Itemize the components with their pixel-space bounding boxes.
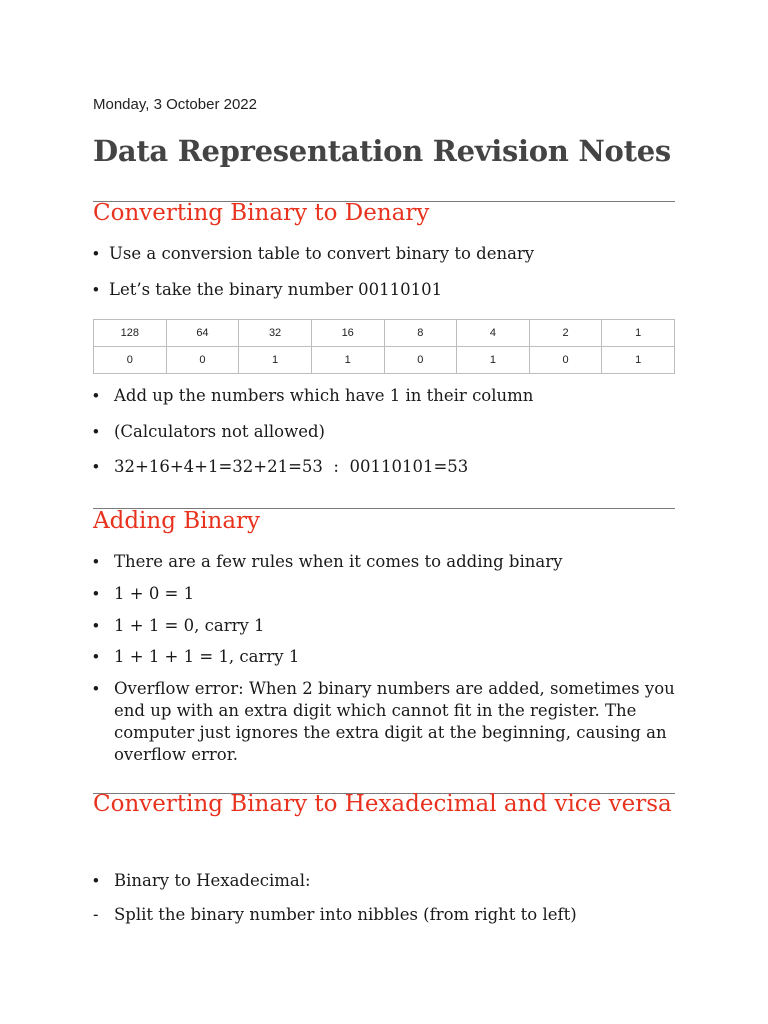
table-cell: 4 <box>457 320 530 347</box>
table-cell: 0 <box>94 347 167 374</box>
section-heading-adding-binary: Adding Binary <box>93 508 261 534</box>
list-item-overflow-error: • Overflow error: When 2 binary numbers are added, sometimes you end up with an extra digit which cannot fit in the register. The computer just ignores the extra digit at the beginning, causing an overflow error. <box>93 679 675 764</box>
dash-marker: - <box>93 906 99 924</box>
table-cell: 0 <box>529 347 602 374</box>
list-item: • 1 + 0 = 1 <box>93 584 195 603</box>
bullet-marker: • <box>93 458 99 476</box>
bullet-marker: • <box>93 245 99 263</box>
table-cell: 1 <box>311 347 384 374</box>
bullet-marker: • <box>93 680 99 698</box>
section-heading-binary-to-hex: Converting Binary to Hexadecimal and vice versa <box>93 791 672 817</box>
list-item: • 32+16+4+1=32+21=53 : 00110101=53 <box>93 457 469 476</box>
table-cell: 16 <box>311 320 384 347</box>
list-item: • 1 + 1 + 1 = 1, carry 1 <box>93 647 300 666</box>
bullet-marker: • <box>93 553 99 571</box>
table-cell: 32 <box>239 320 312 347</box>
table-cell: 64 <box>166 320 239 347</box>
list-item: • (Calculators not allowed) <box>93 422 325 441</box>
page-title: Data Representation Revision Notes <box>93 134 671 168</box>
table-cell: 0 <box>384 347 457 374</box>
table-cell: 8 <box>384 320 457 347</box>
table-cell: 128 <box>94 320 167 347</box>
list-item: • Add up the numbers which have 1 in their column <box>93 386 534 405</box>
bullet-marker: • <box>93 617 99 635</box>
list-item-dash: - Split the binary number into nibbles (from right to left) <box>93 905 577 924</box>
section-heading-binary-to-denary: Converting Binary to Denary <box>93 200 430 226</box>
table-row-place-values <box>94 320 675 347</box>
table-cell: 1 <box>602 347 675 374</box>
table-cell: 2 <box>529 320 602 347</box>
table-cell: 0 <box>166 347 239 374</box>
list-item: • Binary to Hexadecimal: <box>93 871 311 890</box>
binary-conversion-table <box>93 319 675 374</box>
table-cell: 1 <box>457 347 530 374</box>
list-item: • 1 + 1 = 0, carry 1 <box>93 616 265 635</box>
bullet-marker: • <box>93 648 99 666</box>
bullet-marker: • <box>93 872 99 890</box>
document-date: Monday, 3 October 2022 <box>93 96 257 113</box>
bullet-marker: • <box>93 585 99 603</box>
table-row-bits <box>94 347 675 374</box>
bullet-marker: • <box>93 281 99 299</box>
list-item: • There are a few rules when it comes to adding binary <box>93 552 563 571</box>
list-item: • Use a conversion table to convert binary to denary <box>93 244 535 263</box>
table-cell: 1 <box>239 347 312 374</box>
bullet-marker: • <box>93 423 99 441</box>
bullet-marker: • <box>93 387 99 405</box>
list-item: • Let’s take the binary number 00110101 <box>93 280 443 299</box>
table-cell: 1 <box>602 320 675 347</box>
